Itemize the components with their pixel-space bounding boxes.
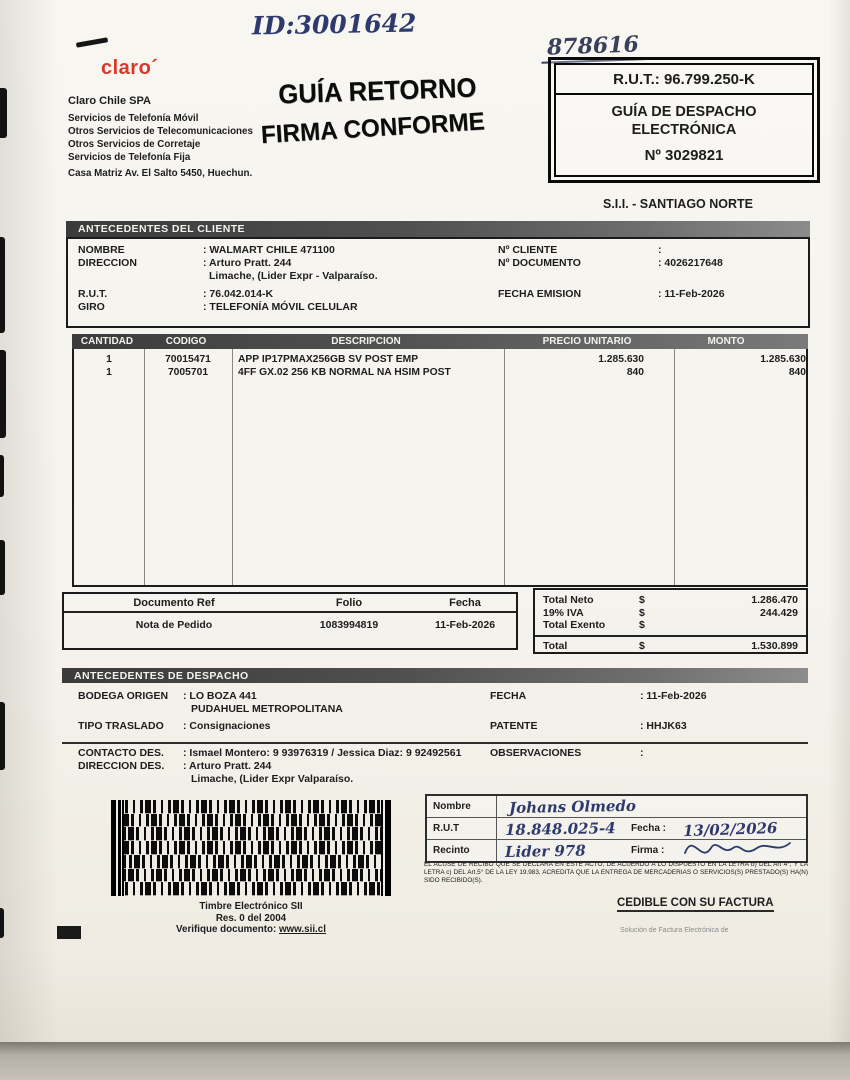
docref-documento-value: Nota de Pedido [135,619,213,631]
item-monto: 840 [788,367,806,378]
col-header-monto: MONTO [707,336,745,347]
docref-fecha-value: 11-Feb-2026 [434,619,496,631]
total-neto-label: Total Neto [543,594,594,606]
firma-field-label: Firma : [631,845,665,856]
item-precio-unitario: 1.285.630 [598,354,644,365]
handwritten-folio-annotation: 878616 [541,31,646,64]
despacho-details [78,690,804,786]
handwritten-signature [683,840,793,860]
col-header-codigo: CODIGO [165,336,207,347]
sii-timbre-barcode [112,800,390,896]
recinto-label: Recinto [427,840,497,861]
cedible-label: CEDIBLE CON SU FACTURA [617,897,774,912]
fecha-value: : 11-Feb-2026 [640,690,707,702]
scan-artifact [0,908,4,938]
verify-label: Verifique documento: [176,924,279,935]
patente-value: : HHJK63 [640,720,687,732]
fecha-field-label: Fecha : [631,823,667,834]
iva-value: 244.429 [760,606,798,619]
items-table [72,334,808,587]
guia-retorno-stamp [257,72,499,150]
item-codigo: 70015471 [165,354,211,365]
scan-artifact [0,237,5,333]
timbre-line-2: Res. 0 del 2004 [215,912,287,924]
barcode-row [112,827,390,841]
bodega-origen-label: BODEGA ORIGEN [78,690,169,702]
col-header-descripcion: DESCRIPCION [331,336,401,347]
legal-text: EL ACUSE DE RECIBO QUE SE DECLARA EN ESTE ACTO, DE ACUERDO A LO DISPUESTO EN LA LETRA b) DEL Art 4°, Y LA LETRA c) DEL Art.5° DE LA LEY 19.983, ACREDITA QUE LA ENTREGA DE MERCADERIAS O SERVICIOS(S) PRESTADO(S) HA(N) SIDO RECIBIDO(S). [424,861,808,884]
document-type-line-1: GUÍA DE DESPACHO [611,104,757,120]
item-cantidad: 1 [106,354,112,365]
acuse-row-rut [427,818,806,840]
stamp-line-1: GUÍA RETORNO [277,72,477,110]
observaciones-label: OBSERVACIONES [490,747,582,759]
acuse-row-nombre [427,796,806,818]
timbre-caption [112,901,390,936]
sii-url: www.sii.cl [278,924,326,935]
document-number: Nº 3029821 [644,147,724,164]
barcode-row [112,841,390,855]
emission-date-label: FECHA EMISION [498,288,582,300]
handwritten-recinto: Lider 978 [504,841,586,861]
document-reference-table [62,592,518,650]
timbre-line-1: Timbre Electrónico SII [199,901,303,912]
docref-header-row [64,594,516,613]
barcode-row [112,882,390,896]
table-column-divider [674,349,675,585]
direccion-des-label: DIRECCION DES. [78,760,165,772]
currency-symbol: $ [639,606,645,619]
bodega-origen-line2: PUDAHUEL METROPOLITANA [191,703,343,715]
issuer-info [68,95,253,180]
sii-office: S.I.I. - SANTIAGO NORTE [602,197,753,211]
scan-artifact [0,540,5,595]
issuer-service-line: Servicios de Telefonía Fija [68,152,191,163]
currency-symbol: $ [639,619,645,631]
barcode-row [112,855,390,869]
handwritten-fecha: 13/02/2026 [682,818,778,840]
client-rut-label: R.U.T. [78,288,108,300]
docref-header-fecha: Fecha [449,596,481,609]
scan-shading [0,0,58,1080]
scan-artifact [0,88,7,138]
scan-shading [828,0,850,1080]
bodega-origen-value: : LO BOZA 441 [183,690,257,702]
client-name-label: NOMBRE [78,244,125,256]
handwritten-nombre: Johans Olmedo [508,796,637,817]
pen-mark [76,37,108,47]
client-giro-label: GIRO [78,301,105,313]
client-address-label: DIRECCION [78,257,137,269]
client-number-value: : [658,244,662,256]
issuer-address-line: Casa Matriz Av. El Salto 5450, Huechun. [68,168,253,179]
item-descripcion: APP IP17PMAX256GB SV POST EMP [238,354,419,365]
client-number-label: Nº CLIENTE [498,244,558,256]
total-exento-label: Total Exento [543,619,606,631]
table-column-divider [144,349,145,585]
contacto-des-value: : Ismael Montero: 9 93976319 / Jessica Diaz: 9 92492561 [183,747,462,759]
total-neto-value: 1.286.470 [751,594,798,606]
nombre-label: Nombre [427,796,497,817]
claro-logo: claro´ [101,57,159,79]
scan-artifact [0,455,4,497]
document-type-line-2: ELECTRÓNICA [631,122,737,138]
scan-artifact [0,702,5,770]
barcode-row [112,800,390,814]
software-footer-note: Solución de Factura Electrónica de [620,927,729,934]
direccion-des-value: : Arturo Pratt. 244 [183,760,272,772]
rut-label: R.U.T [427,818,497,839]
currency-symbol: $ [639,594,645,606]
col-header-cantidad: CANTIDAD [80,336,134,347]
tipo-traslado-value: : Consignaciones [183,720,271,732]
item-precio-unitario: 840 [626,367,644,378]
item-cantidad: 1 [106,367,112,378]
items-table-header [72,334,808,349]
barcode-row [112,869,390,883]
section-divider-line [62,742,808,744]
document-number-value: : 4026217648 [658,257,723,269]
docref-header-documento: Documento Ref [133,596,215,609]
handwritten-rut: 18.848.025-4 [504,818,616,839]
client-address-line2: Limache, (Lider Expr - Valparaíso. [209,270,378,282]
acuse-recibo-box [425,794,808,863]
barcode-row [112,814,390,828]
direccion-des-line2: Limache, (Lider Expr Valparaíso. [191,773,354,785]
col-header-precio-unitario: PRECIO UNITARIO [542,336,632,347]
currency-symbol: $ [639,639,645,652]
scanner-background-edge [0,1042,850,1080]
tipo-traslado-label: TIPO TRASLADO [78,720,164,732]
contacto-des-label: CONTACTO DES. [78,747,164,759]
issuer-service-line: Servicios de Telefonía Móvil [68,113,199,124]
table-row [74,353,806,366]
despacho-section-header: ANTECEDENTES DE DESPACHO [62,668,808,683]
scan-artifact [57,926,81,939]
totals-box [533,588,808,654]
table-row [74,366,806,379]
iva-row [535,607,806,620]
scan-artifact [0,350,6,438]
document-number-label: Nº DOCUMENTO [498,257,581,269]
fecha-label: FECHA [490,690,527,702]
total-exento-row [535,619,806,632]
docref-header-folio: Folio [335,596,363,609]
client-address-value: : Arturo Pratt. 244 [203,257,292,269]
docref-value-row [64,619,516,631]
table-column-divider [232,349,233,585]
issuer-service-line: Otros Servicios de Corretaje [68,139,201,150]
stamp-line-2: FIRMA CONFORME [260,107,486,150]
item-monto: 1.285.630 [760,354,806,365]
client-giro-value: : TELEFONÍA MÓVIL CELULAR [203,301,358,313]
client-rut-value: : 76.042.014-K [203,288,274,300]
total-row [535,637,806,653]
handwritten-id-annotation: ID:3001642 [251,8,417,41]
patente-label: PATENTE [490,720,538,732]
client-section-header: ANTECEDENTES DEL CLIENTE [66,221,810,237]
total-exento-value [675,619,806,632]
item-descripcion: 4FF GX.02 256 KB NORMAL NA HSIM POST [238,367,451,378]
docref-folio-value: 1083994819 [319,619,379,631]
observaciones-value: : [640,747,644,759]
iva-label: 19% IVA [543,606,584,619]
issuer-rut: R.U.T.: 96.799.250-K [556,65,812,95]
total-value: 1.530.899 [751,639,798,652]
timbre-verify-line [112,924,390,936]
items-table-body [72,349,808,587]
table-column-divider [504,349,505,585]
client-name-value: : WALMART CHILE 471100 [203,244,335,256]
item-codigo: 7005701 [167,367,209,378]
acuse-row-recinto [427,840,806,861]
rut-box [548,57,820,183]
emission-date-value: : 11-Feb-2026 [658,288,725,300]
issuer-company: Claro Chile SPA [68,95,151,107]
total-label: Total [543,639,568,652]
issuer-service-line: Otros Servicios de Telecomunicaciones [68,126,253,137]
client-details-box [66,237,810,328]
total-neto-row [535,594,806,607]
